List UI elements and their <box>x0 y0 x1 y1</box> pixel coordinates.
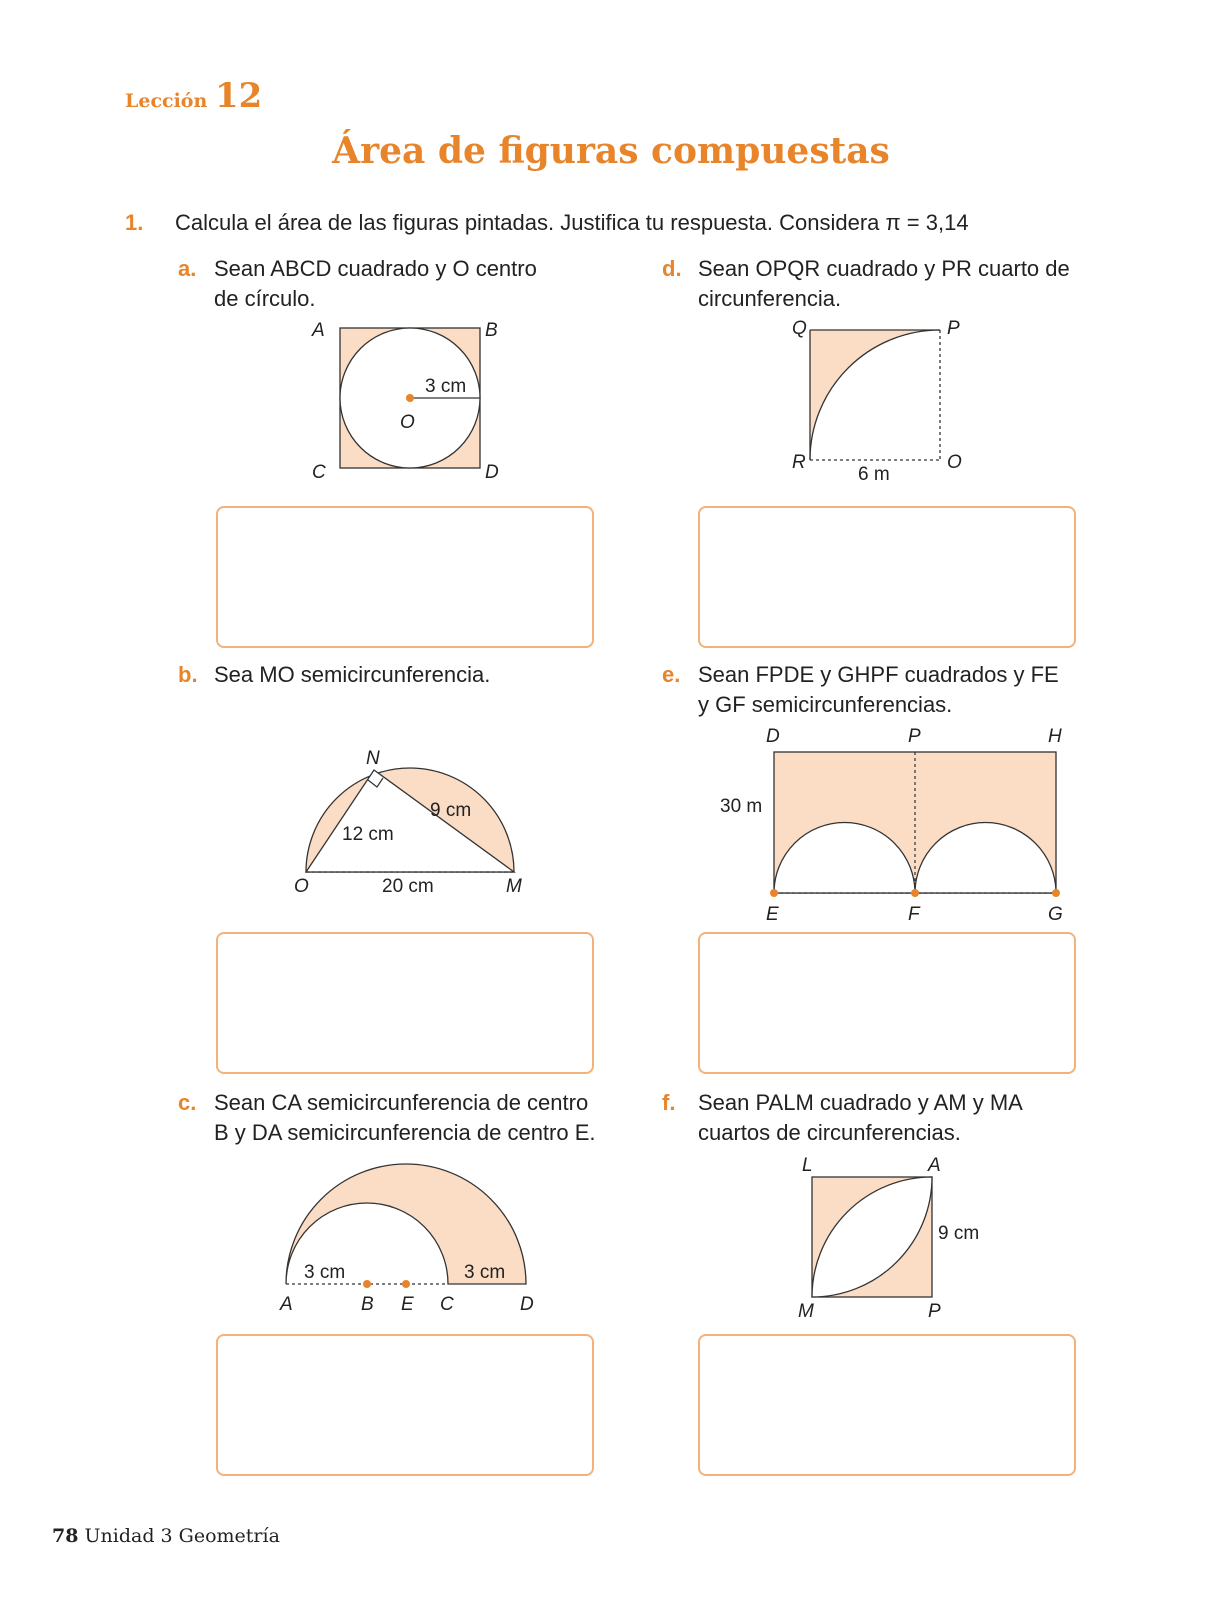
on-label: 12 cm <box>342 824 394 845</box>
lesson-number: 12 <box>215 76 263 116</box>
item-letter: c. <box>178 1090 197 1115</box>
side-label: 9 cm <box>938 1223 980 1244</box>
label-o: O <box>947 452 962 473</box>
item-letter: b. <box>178 662 198 687</box>
label-d: D <box>520 1294 534 1310</box>
question-text: Calcula el área de las figuras pintadas. Justifica tu respuesta. Considera π = 3,14 <box>175 210 969 235</box>
answer-box-a[interactable] <box>216 506 594 648</box>
item-line: Sean OPQR cuadrado y PR cuarto de <box>698 256 1070 281</box>
label-d: D <box>485 462 499 483</box>
answer-box-c[interactable] <box>216 1334 594 1476</box>
item-text <box>214 1088 596 1148</box>
item-a <box>178 254 598 318</box>
item-line: Sean CA semicircunferencia de centro <box>214 1090 589 1115</box>
topic-label: Geometría <box>178 1525 280 1547</box>
item-line: Sean ABCD cuadrado y O centro <box>214 256 537 281</box>
label-b: B <box>485 320 498 341</box>
answer-box-b[interactable] <box>216 932 594 1074</box>
item-e <box>662 660 1102 724</box>
side-label: 30 m <box>720 796 763 817</box>
label-p: P <box>928 1301 941 1322</box>
item-b <box>178 660 598 694</box>
item-letter: f. <box>662 1090 676 1115</box>
item-f <box>662 1088 1102 1152</box>
page-title: Área de figuras compuestas <box>332 130 890 172</box>
om-label: 20 cm <box>382 876 434 897</box>
item-text <box>698 254 1070 314</box>
answer-box-f[interactable] <box>698 1334 1076 1476</box>
label-l: L <box>802 1155 813 1176</box>
label-c: C <box>312 462 326 483</box>
item-text: Sea MO semicircunferencia. <box>214 662 491 687</box>
figure-c <box>270 1160 560 1310</box>
item-letter: d. <box>662 256 682 281</box>
item-line: B y DA semicircunferencia de centro E. <box>214 1120 596 1145</box>
item-line: cuartos de circunferencias. <box>698 1120 961 1145</box>
item-line: de círculo. <box>214 286 316 311</box>
item-line: y GF semicircunferencias. <box>698 692 953 717</box>
item-line: circunferencia. <box>698 286 842 311</box>
footer <box>52 1525 280 1547</box>
figure-d <box>790 318 990 488</box>
ab-label: 3 cm <box>304 1262 346 1283</box>
label-q: Q <box>792 318 807 339</box>
label-o: O <box>294 876 309 897</box>
side-label: 6 m <box>858 464 890 485</box>
nm-label: 9 cm <box>430 800 472 821</box>
radius-label: 3 cm <box>425 376 467 397</box>
label-p: P <box>908 726 921 747</box>
label-h: H <box>1048 726 1062 747</box>
figure-f <box>790 1155 1010 1325</box>
item-text <box>214 254 537 314</box>
label-o: O <box>400 412 415 433</box>
item-line: Sean FPDE y GHPF cuadrados y FE <box>698 662 1059 687</box>
item-c <box>178 1088 618 1152</box>
item-text <box>698 660 1059 720</box>
label-a: A <box>928 1155 941 1176</box>
label-a: A <box>280 1294 293 1310</box>
label-b: B <box>361 1294 374 1310</box>
figure-e <box>710 724 1070 924</box>
answer-box-d[interactable] <box>698 506 1076 648</box>
page-number: 78 <box>52 1525 79 1547</box>
label-a: A <box>312 320 325 341</box>
label-c: C <box>440 1294 454 1310</box>
label-m: M <box>798 1301 814 1322</box>
label-e: E <box>766 904 779 924</box>
lesson-label: Lección <box>125 90 208 112</box>
figure-b <box>280 750 540 900</box>
item-letter: a. <box>178 256 197 281</box>
item-d <box>662 254 1102 318</box>
item-letter: e. <box>662 662 681 687</box>
figure-a <box>300 318 520 488</box>
cd-label: 3 cm <box>464 1262 506 1283</box>
label-f: F <box>908 904 920 924</box>
item-text <box>698 1088 1023 1148</box>
answer-box-e[interactable] <box>698 932 1076 1074</box>
label-r: R <box>792 452 806 473</box>
label-p: P <box>947 318 960 339</box>
unit-label: Unidad 3 <box>84 1525 173 1547</box>
label-m: M <box>506 876 522 897</box>
label-g: G <box>1048 904 1063 924</box>
question-number: 1. <box>125 210 144 235</box>
item-line: Sean PALM cuadrado y AM y MA <box>698 1090 1023 1115</box>
label-e: E <box>401 1294 414 1310</box>
label-d: D <box>766 726 780 747</box>
label-n: N <box>366 750 380 769</box>
